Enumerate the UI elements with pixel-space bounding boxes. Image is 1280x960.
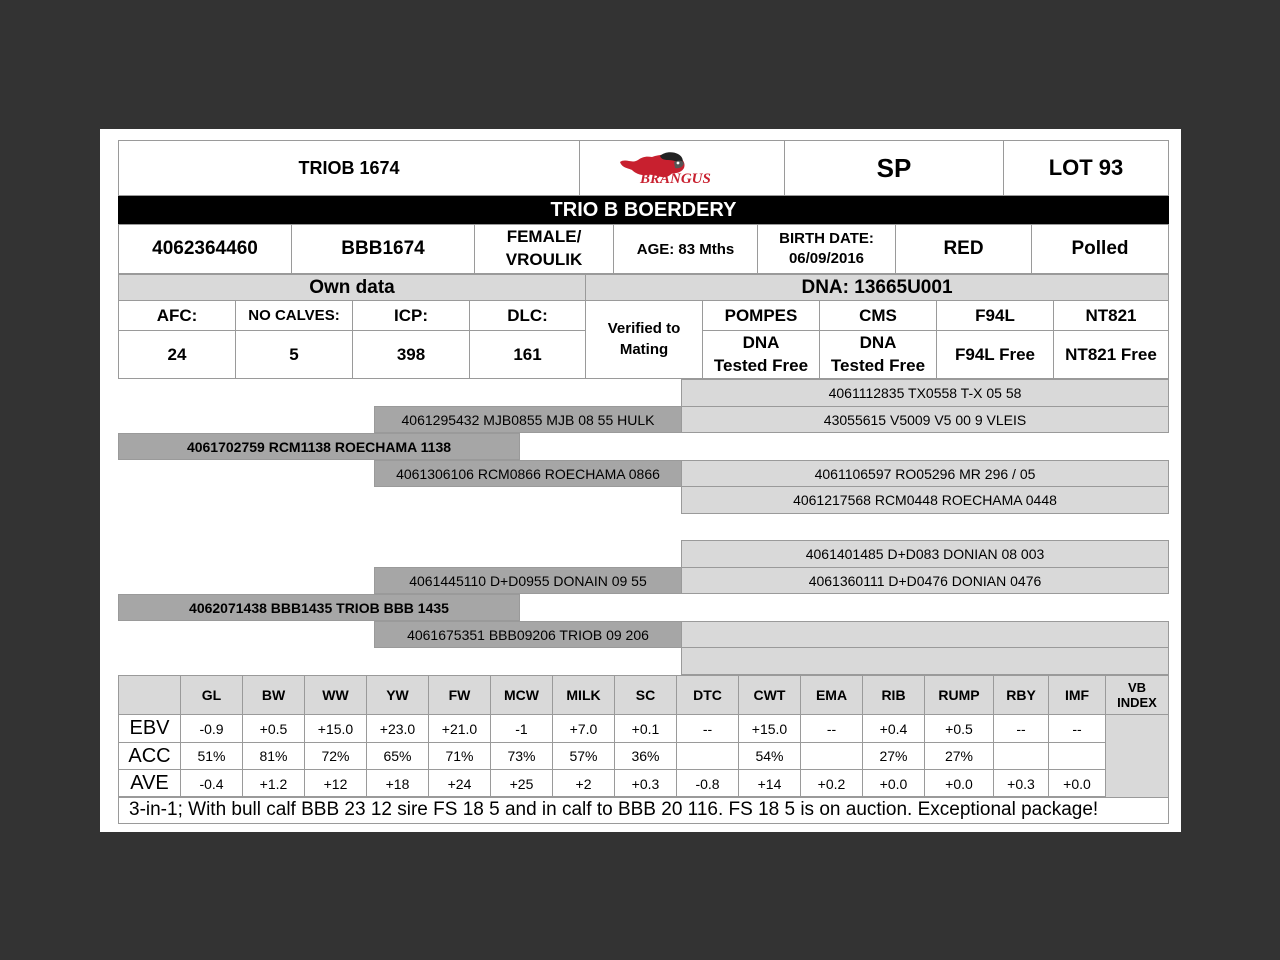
ebv-cell-ebv-fw: +21.0 bbox=[428, 714, 491, 743]
ebv-header-rump: RUMP bbox=[924, 675, 994, 715]
pedigree-sire-dam-dam: 4061217568 RCM0448 ROECHAMA 0448 bbox=[681, 486, 1169, 514]
ebv-cell-ave-rby: +0.3 bbox=[993, 769, 1049, 798]
nt821-label: NT821 bbox=[1053, 300, 1169, 331]
ebv-cell-ave-ema: +0.2 bbox=[800, 769, 863, 798]
brangus-logo bbox=[579, 140, 785, 196]
ebv-cell-ave-cwt: +14 bbox=[738, 769, 801, 798]
dlc-label: DLC: bbox=[469, 300, 586, 331]
ebv-cell-ebv-milk: +7.0 bbox=[552, 714, 615, 743]
ebv-row-label-ave: AVE bbox=[118, 769, 181, 798]
ebv-cell-acc-mcw: 73% bbox=[490, 742, 553, 770]
ebv-cell-acc-ww: 72% bbox=[304, 742, 367, 770]
icp-value: 398 bbox=[352, 330, 470, 379]
pedigree-sire-dam: 4061306106 RCM0866 ROECHAMA 0866 bbox=[374, 460, 682, 487]
ebv-cell-acc-bw: 81% bbox=[242, 742, 305, 770]
pedigree-dam-dam-dam bbox=[681, 647, 1169, 675]
ebv-row-label-acc: ACC bbox=[118, 742, 181, 770]
ebv-header-corner bbox=[118, 675, 181, 715]
ebv-cell-acc-cwt: 54% bbox=[738, 742, 801, 770]
ebv-cell-ave-bw: +1.2 bbox=[242, 769, 305, 798]
ebv-header-sc: SC bbox=[614, 675, 677, 715]
ebv-cell-acc-fw: 71% bbox=[428, 742, 491, 770]
verified-to-mating: Verified to Mating bbox=[585, 300, 703, 379]
ebv-header-ema: EMA bbox=[800, 675, 863, 715]
lot-number: LOT 93 bbox=[1003, 140, 1169, 196]
colour: RED bbox=[895, 224, 1032, 274]
birth-date: BIRTH DATE: 06/09/2016 bbox=[757, 224, 896, 274]
ebv-cell-ebv-dtc: -- bbox=[676, 714, 739, 743]
nt821-value: NT821 Free bbox=[1053, 330, 1169, 379]
pedigree-sire-dam-sire: 4061106597 RO05296 MR 296 / 05 bbox=[681, 460, 1169, 487]
ebv-cell-ave-sc: +0.3 bbox=[614, 769, 677, 798]
ebv-header-gl: GL bbox=[180, 675, 243, 715]
ebv-cell-ave-milk: +2 bbox=[552, 769, 615, 798]
comment: 3-in-1; With bull calf BBB 23 12 sire FS 18 5 and in calf to BBB 20 116. FS 18 5 is on auction. Exceptional package! bbox=[118, 796, 1169, 824]
ebv-cell-ebv-rump: +0.5 bbox=[924, 714, 994, 743]
pedigree-dam: 4062071438 BBB1435 TRIOB BBB 1435 bbox=[118, 594, 520, 621]
icp-label: ICP: bbox=[352, 300, 470, 331]
ebv-cell-ebv-rib: +0.4 bbox=[862, 714, 925, 743]
ebv-cell-acc-rby bbox=[993, 742, 1049, 770]
ebv-header-dtc: DTC bbox=[676, 675, 739, 715]
pedigree-sire-sire-sire: 4061112835 TX0558 T-X 05 58 bbox=[681, 379, 1169, 407]
ebv-cell-acc-rump: 27% bbox=[924, 742, 994, 770]
ebv-cell-ave-ww: +12 bbox=[304, 769, 367, 798]
pedigree-dam-sire: 4061445110 D+D0955 DONAIN 09 55 bbox=[374, 567, 682, 594]
ebv-cell-ave-mcw: +25 bbox=[490, 769, 553, 798]
pedigree-dam-dam: 4061675351 BBB09206 TRIOB 09 206 bbox=[374, 621, 682, 648]
f94l-value: F94L Free bbox=[936, 330, 1054, 379]
ebv-cell-ebv-ema: -- bbox=[800, 714, 863, 743]
ebv-header-imf: IMF bbox=[1048, 675, 1106, 715]
ebv-cell-ave-rump: +0.0 bbox=[924, 769, 994, 798]
dlc-value: 161 bbox=[469, 330, 586, 379]
ebv-cell-ebv-bw: +0.5 bbox=[242, 714, 305, 743]
tag-number: BBB1674 bbox=[291, 224, 475, 274]
ebv-cell-ebv-cwt: +15.0 bbox=[738, 714, 801, 743]
afc-value: 24 bbox=[118, 330, 236, 379]
ebv-cell-ebv-sc: +0.1 bbox=[614, 714, 677, 743]
cms-value: DNA Tested Free bbox=[819, 330, 937, 379]
ebv-header-mcw: MCW bbox=[490, 675, 553, 715]
no-calves-value: 5 bbox=[235, 330, 353, 379]
ebv-header-rib: RIB bbox=[862, 675, 925, 715]
pompes-value: DNA Tested Free bbox=[702, 330, 820, 379]
ebv-row-label-ebv: EBV bbox=[118, 714, 181, 743]
dna-heading: DNA: 13665U001 bbox=[585, 274, 1169, 301]
ebv-cell-acc-gl: 51% bbox=[180, 742, 243, 770]
afc-label: AFC: bbox=[118, 300, 236, 331]
ebv-cell-acc-milk: 57% bbox=[552, 742, 615, 770]
animal-name: TRIOB 1674 bbox=[118, 140, 580, 196]
ebv-cell-acc-yw: 65% bbox=[366, 742, 429, 770]
ebv-cell-ave-fw: +24 bbox=[428, 769, 491, 798]
ebv-cell-ebv-ww: +15.0 bbox=[304, 714, 367, 743]
ebv-header-yw: YW bbox=[366, 675, 429, 715]
pompes-label: POMPES bbox=[702, 300, 820, 331]
registration-number: 4062364460 bbox=[118, 224, 292, 274]
ebv-cell-ebv-imf: -- bbox=[1048, 714, 1106, 743]
ebv-cell-acc-ema bbox=[800, 742, 863, 770]
pedigree-sire-sire: 4061295432 MJB0855 MJB 08 55 HULK bbox=[374, 406, 682, 433]
ebv-header-rby: RBY bbox=[993, 675, 1049, 715]
ebv-cell-ave-imf: +0.0 bbox=[1048, 769, 1106, 798]
pedigree-dam-sire-sire: 4061401485 D+D083 DONIAN 08 003 bbox=[681, 540, 1169, 568]
horn-status: Polled bbox=[1031, 224, 1169, 274]
pedigree-dam-sire-dam: 4061360111 D+D0476 DONIAN 0476 bbox=[681, 567, 1169, 594]
ebv-cell-acc-rib: 27% bbox=[862, 742, 925, 770]
ebv-header-fw: FW bbox=[428, 675, 491, 715]
ebv-header-milk: MILK bbox=[552, 675, 615, 715]
ebv-cell-acc-sc: 36% bbox=[614, 742, 677, 770]
ebv-header-bw: BW bbox=[242, 675, 305, 715]
pedigree-sire-sire-dam: 43055615 V5009 V5 00 9 VLEIS bbox=[681, 406, 1169, 433]
vb-index-value bbox=[1105, 714, 1169, 798]
cms-label: CMS bbox=[819, 300, 937, 331]
ebv-cell-acc-imf bbox=[1048, 742, 1106, 770]
pedigree-dam-dam-sire bbox=[681, 621, 1169, 648]
ebv-cell-ebv-gl: -0.9 bbox=[180, 714, 243, 743]
logo-text: BRANGUS bbox=[640, 171, 711, 187]
ebv-header-ww: WW bbox=[304, 675, 367, 715]
ebv-cell-ebv-yw: +23.0 bbox=[366, 714, 429, 743]
ebv-header-cwt: CWT bbox=[738, 675, 801, 715]
age: AGE: 83 Mths bbox=[613, 224, 758, 274]
ebv-cell-ave-yw: +18 bbox=[366, 769, 429, 798]
breeder-name: TRIO B BOERDERY bbox=[118, 196, 1169, 224]
ebv-cell-ave-gl: -0.4 bbox=[180, 769, 243, 798]
sex: FEMALE/ VROULIK bbox=[474, 224, 614, 274]
ebv-cell-ave-dtc: -0.8 bbox=[676, 769, 739, 798]
vb-index-header: VB INDEX bbox=[1105, 675, 1169, 715]
ebv-cell-ave-rib: +0.0 bbox=[862, 769, 925, 798]
pedigree-sire: 4061702759 RCM1138 ROECHAMA 1138 bbox=[118, 433, 520, 460]
ebv-cell-ebv-mcw: -1 bbox=[490, 714, 553, 743]
no-calves-label: NO CALVES: bbox=[235, 300, 353, 331]
own-data-heading: Own data bbox=[118, 274, 586, 301]
lot-card bbox=[100, 129, 1181, 832]
sp-label: SP bbox=[784, 140, 1004, 196]
f94l-label: F94L bbox=[936, 300, 1054, 331]
ebv-cell-acc-dtc bbox=[676, 742, 739, 770]
ebv-cell-ebv-rby: -- bbox=[993, 714, 1049, 743]
